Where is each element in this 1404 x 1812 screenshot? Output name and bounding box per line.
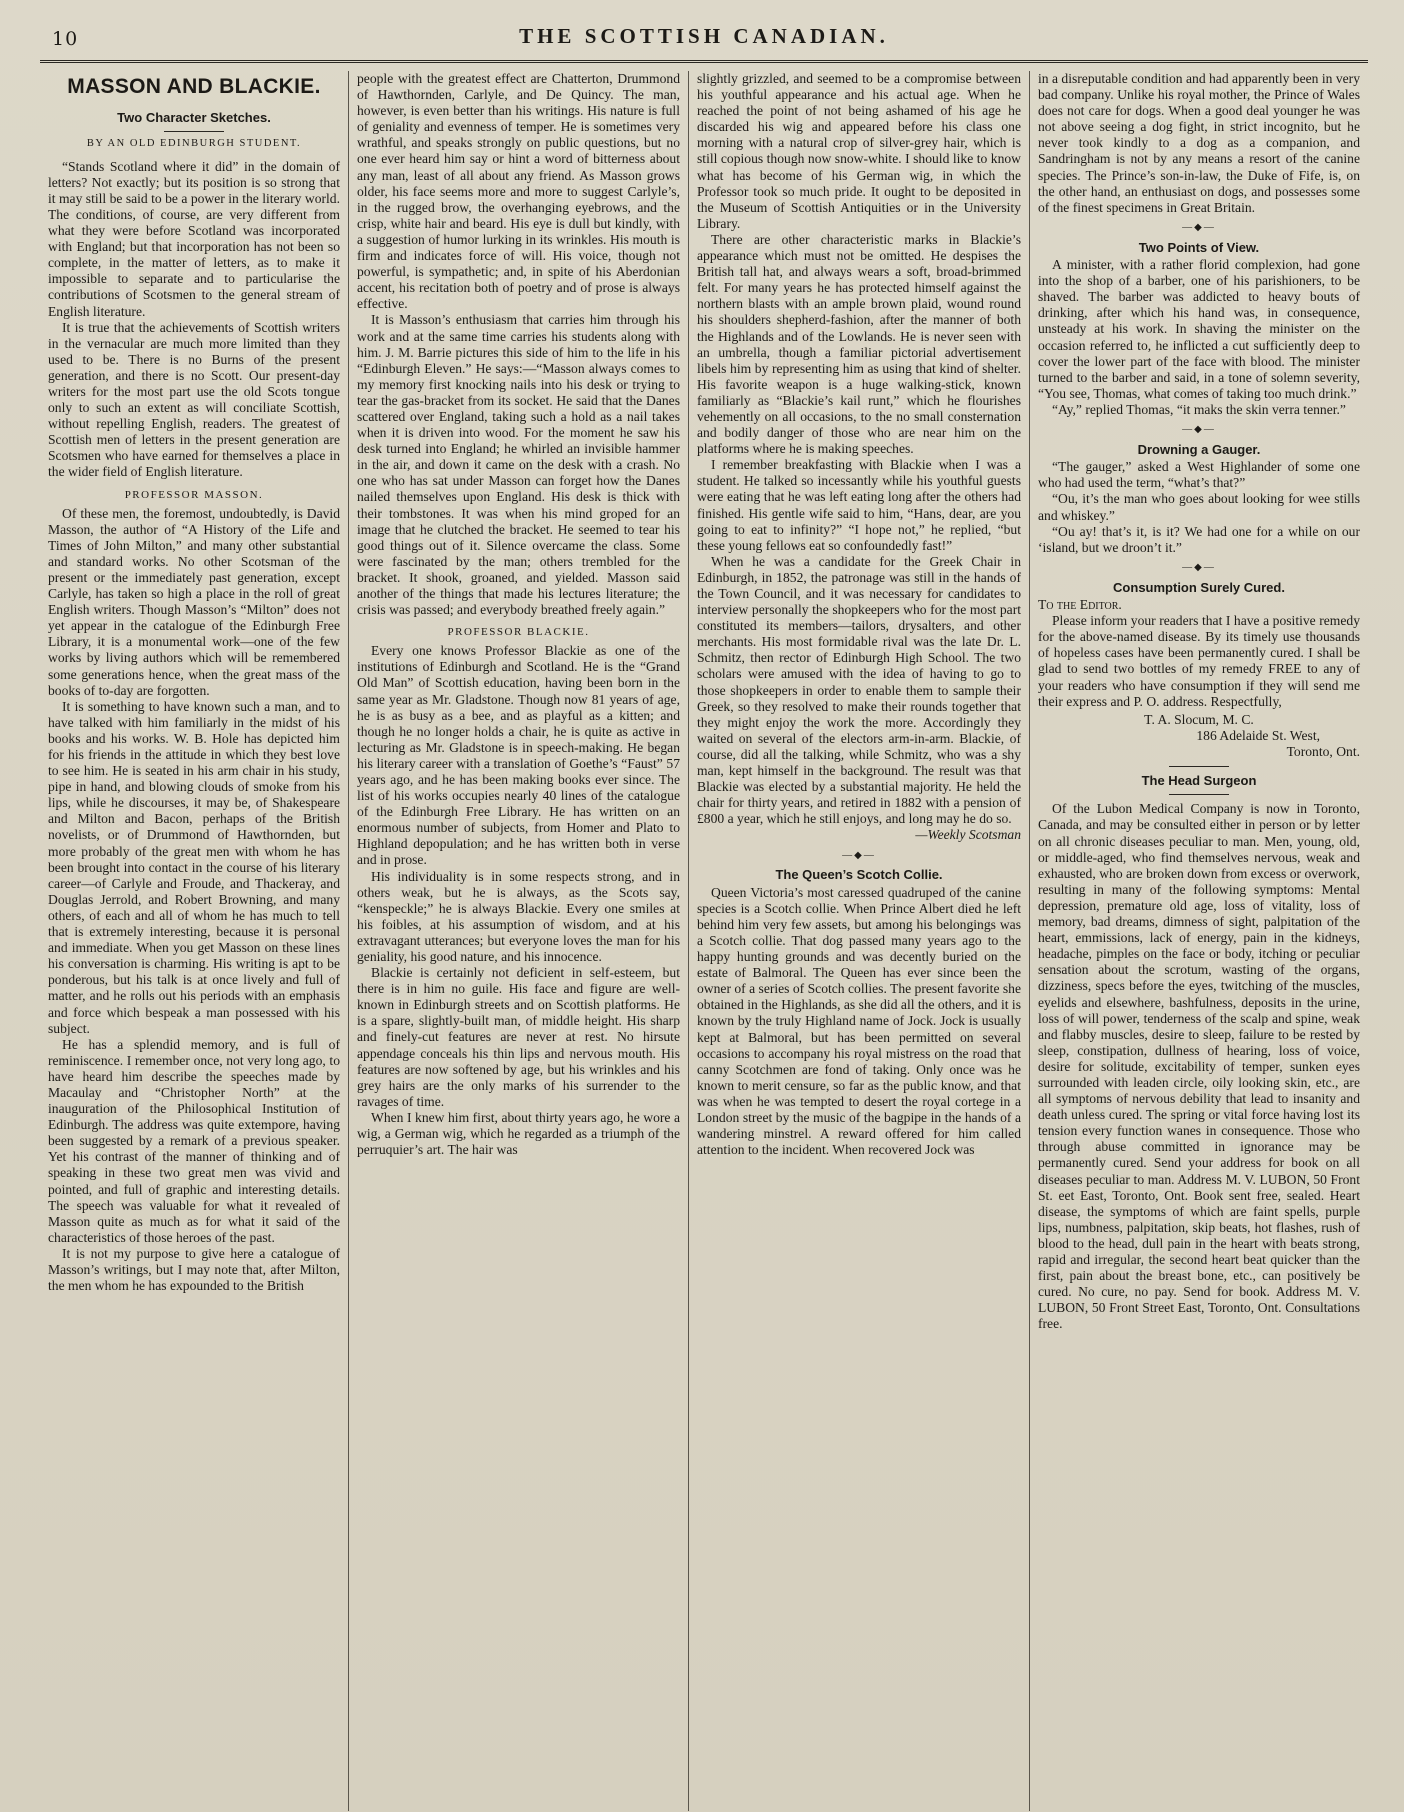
divider xyxy=(1169,766,1229,767)
paragraph: When he was a candidate for the Greek Chair in Edinburgh, in 1852, the patronage was still in the hands of the Town Council, and it was necessary for candidates to interview personally the shopkeepers who for the most part constituted its members—tailors, drysalters, and other merchants. His most formidable rival was the late Dr. L. Schmitz, then rector of Edinburgh High School. The two scholars were amused with the idea of having to go to those shopkeepers in order to enable them to sample their Greek, so they resolved to make their rounds together that they might enjoy the work the more. Accordingly they waited on several of the electors arm-in-arm. Blackie, of course, did all the talking, while Schmitz, who was a shy man, kept himself in the background. The result was that Blackie was elected by a substantial majority. He held the chair for thirty years, and retired in 1882 with a pension of £800 a year, which he still enjoys, and long may he do so. xyxy=(697,553,1021,827)
paragraph: It is true that the achievements of Scottish writers in the vernacular are much more limited than they used to be. There is no Burns of the present generation, and there is no Scott. Our present-day writers for the most part use the old Scots tongue only to such an extent as will conciliate Scottish, without repelling English, readers. The greatest of Scottish men of letters in the present generation are Scotsmen who have earned for themselves a place in the wider field of English literature. xyxy=(48,319,340,480)
paragraph: in a disreputable condition and had apparently been in very bad company. Unlike his royal mother, the Prince of Wales does not care for dogs. When a good deal younger he was not above seeing a dog fight, in strict incognito, but he never took kindly to a dog as a companion, and Sandringham is not by any means a resort of the canine species. The Prince’s son-in-law, the Duke of Fife, is, on the other hand, an enthusiast on dogs, and possesses some of the finest specimens in Great Britain. xyxy=(1038,71,1360,215)
salutation: To the Editor. xyxy=(1038,597,1122,613)
masthead: THE SCOTTISH CANADIAN. xyxy=(519,24,889,48)
column-2 xyxy=(349,71,689,1811)
paragraph: Queen Victoria’s most caressed quadruped of the canine species is a Scotch collie. When Prince Albert died he left behind him very few assets, but among his belongings was a Scotch collie. That dog passed many years ago to the happy hunting grounds and was decently buried on the estate of Balmoral. The Queen has ever since been the owner of a series of Scotch collies. The present favorite she obtained in the Highlands, as she did all the others, and it is known by the truly Highland name of Jock. Jock is usually kept at Balmoral, but has been permitted on several occasions to accompany his royal mistress on the road that canny Scotchmen are fond of taking. Only once was he known to merit censure, so far as the public know, and that was when he was tempted to desert the royal cortege in a London street by the music of the bagpipe in the hands of a wandering minstrel. A reward offered for him called attention to the incident. When recovered Jock was xyxy=(697,884,1021,1158)
columns xyxy=(40,71,1368,1811)
section-heading-collie: The Queen’s Scotch Collie. xyxy=(775,867,943,883)
ornament-divider: —◆— xyxy=(1182,424,1216,436)
paragraph: He has a splendid memory, and is full of reminiscence. I remember once, not very long ago, to have heard him describe the speeches made by Macaulay and “Christopher North” at the inauguration of the Philosophical Institution of Edinburgh. The address was quite extempore, having been suggested by a remark of a previous speaker. Yet his contrast of the manner of thinking and of speaking in these two great men was vivid and pointed, and full of graphic and interesting details. The speech was valuable for what it revealed of Masson quite as much as for what it said of the characteristics of those heroes of the past. xyxy=(48,1036,340,1245)
ornament-divider: —◆— xyxy=(1182,221,1216,233)
paragraph: Of these men, the foremost, undoubtedly, is David Masson, the author of “A History of the Life and Times of John Milton,” and many other substantial and standard works. No other Scotsman of the present or the immediately past generation, except Carlyle, has taken so high a place in the roll of great English writers. Though Masson’s “Milton” does not yet appear in the catalogue of the Edinburgh Free Library, it is a monumental work—one of the few works by living authors which will be remembered some generations hence, when the great mass of the books of to-day are forgotten. xyxy=(48,505,340,698)
section-heading-blackie: PROFESSOR BLACKIE. xyxy=(447,626,590,639)
paragraph: “Ou, it’s the man who goes about looking for wee stills and whiskey.” xyxy=(1038,491,1360,523)
paragraph: people with the greatest effect are Chatterton, Drummond of Hawthornden, Carlyle, and De Quincy. The man, however, is even better than his writings. His nature is full of geniality and evenness of temper. He is sometimes very wrathful, and speaks strongly on public questions, but no one ever heard him say or hint a word of bitterness about any man, least of all about any friend. As Masson grows older, his face seems more and more to suggest Carlyle’s, in the rugged brow, the overhanging eyebrows, and the crisp, white hair and beard. His eye is dull but kindly, with a suggestion of humor lurking in its wrinkles. His mouth is firm and indicates force of will. His voice, though not powerful, is sympathetic; and, in spite of his Aberdonian accent, his recitation both of poetry and of prose is always effective. xyxy=(357,71,680,312)
address: 186 Adelaide St. West, xyxy=(1196,727,1320,743)
paragraph: “Ou ay! that’s it, is it? We had one for a while on our ‘island, but we droon’t it.” xyxy=(1038,523,1360,555)
column-1 xyxy=(40,71,349,1811)
source-citation: —Weekly Scotsman xyxy=(915,827,1021,843)
column-3 xyxy=(689,71,1030,1811)
city: Toronto, Ont. xyxy=(1286,743,1360,759)
divider xyxy=(1169,794,1229,795)
paragraph: It is something to have known such a man, and to have talked with him familiarly in the midst of his books and his works. W. B. Hole has depicted him for his friends in the attitude in which they best love to see him. He is seated in his arm chair in his study, pipe in hand, and blowing clouds of smoke from his lips, while he discourses, it may be, of Shakespeare and Milton and Bacon, perhaps of the British novelists, or of Drummond of Hawthornden, but more probably of the great men with whom he has been brought into contact in the course of his literary career—of Carlyle and Froude, and Thackeray, and Douglas Jerrold, and Robert Browning, and many others, of each and all of whom he has much to tell that is extremely interesting, because it is personal and immediate. When you get Masson on these lines his conversation is charming. His writing is apt to be ponderous, but his talk is at once lively and full of matter, and he rolls out his periods with an emphasis and force which bespeak a man possessed with his subject. xyxy=(48,698,340,1036)
paragraph: His individuality is in some respects strong, and in others weak, but he is always, as the Scots say, “kenspeckle;” he is always Blackie. Every one smiles at his foibles, at his assumption of wisdom, and at his extravagant utterances; but everyone loves the man for his geniality, his good nature, and his innocence. xyxy=(357,868,680,964)
section-heading-gauger: Drowning a Gauger. xyxy=(1137,441,1261,457)
paragraph: “The gauger,” asked a West Highlander of some one who had used the term, “what’s that?” xyxy=(1038,459,1360,491)
paragraph: slightly grizzled, and seemed to be a compromise between his youthful appearance and his actual age. When he reached the point of not being ashamed of his age he discarded his wig and appeared before his class one morning with a natural crop of silver-grey hair, which is still copious though now snow-white. I should like to know what has become of his German wig, in which the Professor took so much pride. It ought to be deposited in the Museum of Scottish Antiquities or in the University Library. xyxy=(697,71,1021,231)
paragraph: There are other characteristic marks in Blackie’s appearance which must not be omitted. He despises the British tall hat, and always wears a soft, broad-brimmed felt. For many years he has protected himself against the northern blasts with an ample brown plaid, wound round his shoulders shepherd-fashion, after the manner of both the Highlands and of the Lowlands. He is never seen with an umbrella, though a familiar pictorial advertisement libels him by representing him as using that kind of shelter. His favorite weapon is a huge walking-stick, known familiarly as “Blackie’s kail runt,” which he flourishes vehemently on all occasions, to the no small consternation and bodily danger of those who are near him on the platforms where he is making speeches. xyxy=(697,231,1021,457)
article-subheading: Two Character Sketches. xyxy=(117,109,271,125)
paragraph: It is not my purpose to give here a catalogue of Masson’s writings, but I may note that, after Milton, the men whom he has expounded to the British xyxy=(48,1245,340,1294)
section-heading-masson: PROFESSOR MASSON. xyxy=(124,488,264,501)
paragraph: I remember breakfasting with Blackie when I was a student. He talked so incessantly while his youthful guests were eating that he was left eating long after the others had finished. His gentle wife said to him, “Hans, dear, are you going to eat to infinity?” “I hope not,” he replied, “but these young fellows eat so confoundedly fast!” xyxy=(697,457,1021,553)
paragraph: Every one knows Professor Blackie as one of the institutions of Edinburgh and Scotland. He is the “Grand Old Man” of Scottish education, having been born in the same year as Mr. Gladstone. Though now 81 years of age, he is as busy as a bee, and as playful as a kitten; and though he no longer holds a chair, he is quite as active in lecturing as Mr. Gladstone is in speech-making. He began his literary career with a translation of Goethe’s “Faust” 57 years ago, and he has been making books ever since. The list of his works occupies nearly 40 lines of the catalogue of the Edinburgh Free Library. He has written on an enormous number of subjects, from Homer and Plato to Highland depopulation; and he has written both in verse and in prose. xyxy=(357,643,680,868)
paragraph: A minister, with a rather florid complexion, had gone into the shop of a barber, one of his parishioners, to be shaved. The barber was addicted to heavy bouts of drinking, after which his hand was, in consequence, unsteady at his work. In shaving the minister on the occasion referred to, he inflicted a cut sufficiently deep to cover the lower part of the face with blood. The minister turned to the barber and said, in a tone of solemn severity, “You see, Thomas, what comes of taking too much drink.” xyxy=(1038,257,1360,401)
article-headline: MASSON AND BLACKIE. xyxy=(67,75,321,98)
paragraph: It is Masson’s enthusiasm that carries him through his work and at the same time carries his students along with him. J. M. Barrie pictures this side of him to the life in his “Edinburgh Eleven.” He says:—“Masson always comes to my memory first knocking nails into his desk or trying to tear the gas-bracket from its socket. He said that the Danes scattered over England, taking such a hold as a nail takes when it is driven into wood. For the moment he saw his desk turned into England; he whirled an invisible hammer in the air, and down it came on the desk with a crash. No one who has sat under Masson can forget how the Danes nailed themselves upon England. His desk is thick with their tombstones. It was when his mind groped for an image that he clutched the bracket. He seemed to tear his good things out of it. Silence overcame the class. Some were fascinated by the man; others trembled for the bracket. It shook, groaned, and yielded. Masson said another of the things that made his lectures literature; the crisis was passed; and everybody breathed freely again.” xyxy=(357,312,680,618)
column-4 xyxy=(1030,71,1368,1811)
byline: BY AN OLD EDINBURGH STUDENT. xyxy=(86,138,302,150)
paragraph: Blackie is certainly not deficient in self-esteem, but there is in him no guile. His face and figure are well-known in Edinburgh streets and on Scottish platforms. He is a spare, slightly-built man, of middle height. His sharp and finely-cut features are never at rest. No hirsute appendage conceals his thin lips and nervous mouth. His features are now softened by age, but his wrinkles and his grey hairs are the only marks of his surrender to the ravages of time. xyxy=(357,965,680,1109)
page-header xyxy=(40,22,1368,63)
paragraph: Please inform your readers that I have a positive remedy for the above-named disease. By its timely use thousands of hopeless cases have been permanently cured. I shall be glad to send two bottles of my remedy FREE to any of your readers who have consumption if they will send me their express and P. O. address. Respectfully, xyxy=(1038,613,1360,709)
section-heading-head-surgeon: The Head Surgeon xyxy=(1141,772,1257,788)
section-heading-consumption: Consumption Surely Cured. xyxy=(1113,579,1285,595)
section-heading-points-of-view: Two Points of View. xyxy=(1138,239,1260,255)
paragraph: “Stands Scotland where it did” in the domain of letters? Not exactly; but its position is so strong that it may still be said to be a power in the literary world. The conditions, of course, are very different from what they were before Scotland was incorporated with England; but that incorporation has not been so complete, in the matter of letters, as to make it impossible to separate and to particularise the contributions of Scotsmen to the general stream of English literature. xyxy=(48,158,340,319)
ornament-divider: —◆— xyxy=(842,849,876,861)
divider xyxy=(164,131,224,132)
page-number: 10 xyxy=(52,28,79,50)
paragraph: When I knew him first, about thirty years ago, he wore a wig, a German wig, which he regarded as a triumph of the perruquier’s art. The hair was xyxy=(357,1109,680,1158)
signature: T. A. Slocum, M. C. xyxy=(1144,711,1254,727)
ornament-divider: —◆— xyxy=(1182,561,1216,573)
paragraph: Of the Lubon Medical Company is now in Toronto, Canada, and may be consulted either in person or by letter on all chronic diseases peculiar to man. Men, young, old, or middle-aged, who find themselves nervous, weak and exhausted, who are broken down from excess or overwork, resulting in many of the following symptoms: Mental depression, premature old age, loss of vitality, loss of memory, bad dreams, dimness of sight, palpitation of the heart, emmissions, lack of energy, pain in the kidneys, headache, pimples on the face or body, itching or peculiar sensation about the scrotum, wasting of the organs, dizziness, specs before the eyes, twitching of the muscles, eyelids and elsewhere, bashfulness, deposits in the urine, loss of will power, tenderness of the scalp and spine, weak and flabby muscles, desire to sleep, failure to be rested by sleep, constipation, dullness of hearing, loss of voice, desire for solitude, excitability of temper, sunken eyes surrounded with leaden circle, oily looking skin, etc., are all symptoms of nervous debility that lead to insanity and death unless cured. The spring or vital force having lost its tension every function wanes in consequence. Those who through abuse committed in ignorance may be permanently cured. Send your address for book on all diseases peculiar to man. Address M. V. LUBON, 50 Front St. eet East, Toronto, Ont. Book sent free, sealed. Heart disease, the symptoms of which are faint spells, purple lips, numbness, palpitation, skip beats, hot flashes, rush of blood to the head, dull pain in the heart with beats strong, rapid and irregular, the second heart beat quicker than the first, pain about the breast bone, etc., can positively be cured. No cure, no pay. Send for book. Address M. V. LUBON, 50 Front Street East, Toronto, Ont. Consultations free. xyxy=(1038,801,1360,1332)
paragraph: “Ay,” replied Thomas, “it maks the skin verra tenner.” xyxy=(1052,401,1346,417)
